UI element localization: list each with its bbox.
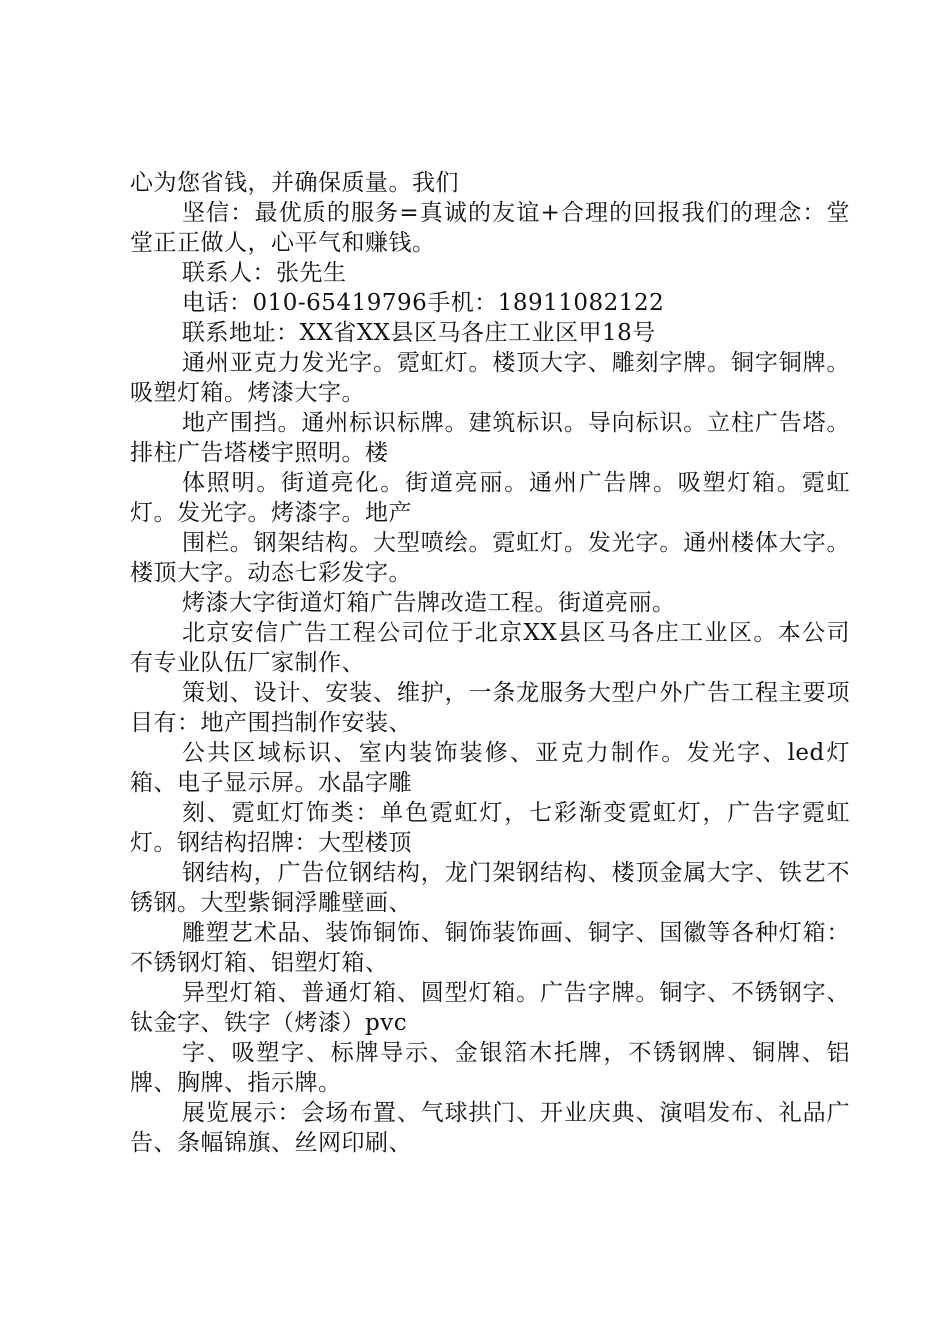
paragraph-13: 公共区域标识、室内装饰装修、亚克力制作。发光字、led灯箱、电子显示屏。水晶字雕 (130, 740, 850, 796)
document-page (130, 168, 850, 1158)
paragraph-1: 心为您省钱，并确保质量。我们 (130, 170, 459, 196)
paragraph-14: 刻、霓虹灯饰类：单色霓虹灯，七彩渐变霓虹灯，广告字霓虹灯。钢结构招牌：大型楼顶 (130, 800, 850, 856)
paragraph-8: 体照明。街道亮化。街道亮丽。通州广告牌。吸塑灯箱。霓虹灯。发光字。烤漆字。地产 (130, 470, 850, 526)
paragraph-9: 围栏。钢架结构。大型喷绘。霓虹灯。发光字。通州楼体大字。楼顶大字。动态七彩发字。 (130, 530, 850, 586)
paragraph-11: 北京安信广告工程公司位于北京XX县区马各庄工业区。本公司有专业队伍厂家制作、 (130, 620, 850, 676)
paragraph-2: 坚信：最优质的服务=真诚的友谊+合理的回报我们的理念：堂堂正正做人，心平气和赚钱。 (130, 200, 850, 256)
paragraph-16: 雕塑艺术品、装饰铜饰、铜饰装饰画、铜字、国徽等各种灯箱：不锈钢灯箱、铝塑灯箱、 (130, 920, 850, 976)
paragraph-address: 联系地址：XX省XX县区马各庄工业区甲18号 (182, 320, 656, 346)
paragraph-10: 烤漆大字街道灯箱广告牌改造工程。街道亮丽。 (182, 590, 676, 616)
paragraph-phone: 电话：010-65419796手机：18911082122 (182, 290, 665, 316)
paragraph-15: 钢结构，广告位钢结构，龙门架钢结构、楼顶金属大字、铁艺不锈钢。大型紫铜浮雕壁画、 (130, 860, 850, 916)
paragraph-18: 字、吸塑字、标牌导示、金银箔木托牌，不锈钢牌、铜牌、铝牌、胸牌、指示牌。 (130, 1040, 850, 1096)
paragraph-6: 通州亚克力发光字。霓虹灯。楼顶大字、雕刻字牌。铜字铜牌。吸塑灯箱。烤漆大字。 (130, 350, 850, 406)
paragraph-contact-person: 联系人：张先生 (182, 260, 347, 286)
paragraph-17: 异型灯箱、普通灯箱、圆型灯箱。广告字牌。铜字、不锈钢字、钛金字、铁字（烤漆）pvc (130, 980, 850, 1036)
paragraph-7: 地产围挡。通州标识标牌。建筑标识。导向标识。立柱广告塔。排柱广告塔楼宇照明。楼 (130, 410, 850, 466)
paragraph-12: 策划、设计、安装、维护，一条龙服务大型户外广告工程主要项目有：地产围挡制作安装、 (130, 680, 850, 736)
paragraph-19: 展览展示：会场布置、气球拱门、开业庆典、演唱发布、礼品广告、条幅锦旗、丝网印刷、 (130, 1100, 850, 1156)
